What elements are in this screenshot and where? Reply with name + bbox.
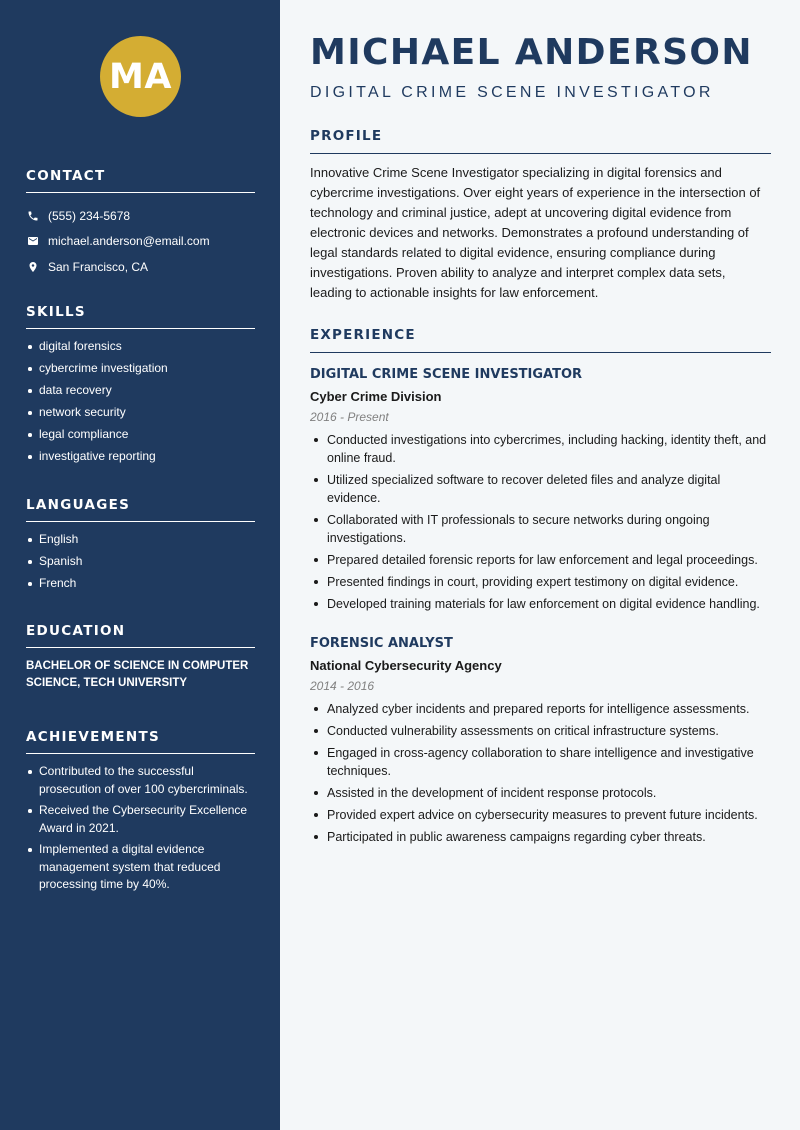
job-bullet: Assisted in the development of incident response protocols.: [310, 784, 771, 802]
achievement-item: Received the Cybersecurity Excellence Award in 2021.: [26, 802, 255, 837]
job-dates: 2016 - Present: [310, 410, 389, 424]
language-item: French: [26, 575, 255, 593]
job-bullet: Provided expert advice on cybersecurity measures to prevent future incidents.: [310, 806, 771, 824]
avatar-initials: MA: [109, 56, 172, 97]
job-bullet: Presented findings in court, providing expert testimony on digital evidence.: [310, 573, 771, 591]
job-title: DIGITAL CRIME SCENE INVESTIGATOR: [310, 367, 583, 382]
achievement-item: Implemented a digital evidence management system that reduced processing time by 40%.: [26, 841, 255, 894]
candidate-name: MICHAEL ANDERSON: [310, 32, 753, 73]
contact-section: [26, 168, 255, 280]
job-entry: [310, 366, 771, 617]
avatar: [100, 36, 181, 117]
job-bullet: Prepared detailed forensic reports for law enforcement and legal proceedings.: [310, 551, 771, 569]
skill-item: legal compliance: [26, 426, 255, 444]
phone-icon: [26, 209, 39, 222]
job-bullet: Developed training materials for law enforcement on digital evidence handling.: [310, 595, 771, 613]
job-bullet: Collaborated with IT professionals to secure networks during ongoing investigations.: [310, 511, 771, 547]
location-text: San Francisco, CA: [48, 259, 149, 274]
location-pin-icon: [26, 260, 39, 273]
job-bullet: Analyzed cyber incidents and prepared reports for intelligence assessments.: [310, 700, 771, 718]
phone-text: (555) 234-5678: [48, 208, 131, 223]
job-bullet: Engaged in cross-agency collaboration to share intelligence and investigative techniques.: [310, 744, 771, 780]
achievement-item: Contributed to the successful prosecution of over 100 cybercriminals.: [26, 763, 255, 798]
skill-item: data recovery: [26, 382, 255, 400]
experience-heading: EXPERIENCE: [310, 327, 771, 353]
job-bullets: [310, 700, 771, 846]
languages-section: [26, 497, 255, 597]
language-item: English: [26, 531, 255, 549]
education-degree: BACHELOR OF SCIENCE IN COMPUTER SCIENCE, TECH UNIVERSITY: [26, 660, 249, 689]
email-icon: [26, 235, 39, 248]
contact-heading: CONTACT: [26, 168, 255, 193]
skill-item: network security: [26, 404, 255, 422]
profile-text: Innovative Crime Scene Investigator specializing in digital forensics and cybercrime investigations. Over eight years of experience in the intersection of technology and criminal justice, adept at uncovering digital evidence from electronic devices and networks. Demonstrates a profound understanding of legal standards related to digital evidence, ensuring compliance during investigations. Proven ability to analyze and interpret complex data sets, leading to actionable insights for law enforcement.: [310, 165, 761, 300]
job-bullets: [310, 431, 771, 613]
skills-heading: SKILLS: [26, 304, 255, 329]
profile-heading: PROFILE: [310, 128, 771, 154]
skill-item: cybercrime investigation: [26, 360, 255, 378]
skills-list: [26, 338, 255, 466]
contact-list: [26, 203, 255, 280]
languages-heading: LANGUAGES: [26, 497, 255, 522]
job-bullet: Utilized specialized software to recover deleted files and analyze digital evidence.: [310, 471, 771, 507]
candidate-title: DIGITAL CRIME SCENE INVESTIGATOR: [310, 84, 714, 101]
skills-section: [26, 304, 255, 471]
education-section: [26, 623, 255, 692]
job-org: Cyber Crime Division: [310, 389, 442, 404]
skill-item: investigative reporting: [26, 448, 255, 466]
achievements-section: [26, 729, 255, 898]
achievements-list: [26, 763, 255, 894]
job-title: FORENSIC ANALYST: [310, 636, 453, 651]
skill-item: digital forensics: [26, 338, 255, 356]
contact-email[interactable]: [26, 229, 255, 255]
job-entry: [310, 635, 771, 850]
job-dates: 2014 - 2016: [310, 679, 375, 693]
language-item: Spanish: [26, 553, 255, 571]
job-bullet: Conducted vulnerability assessments on critical infrastructure systems.: [310, 722, 771, 740]
education-heading: EDUCATION: [26, 623, 255, 648]
contact-location: [26, 254, 255, 280]
achievements-heading: ACHIEVEMENTS: [26, 729, 255, 754]
contact-phone[interactable]: [26, 203, 255, 229]
job-org: National Cybersecurity Agency: [310, 658, 502, 673]
job-bullet: Participated in public awareness campaigns regarding cyber threats.: [310, 828, 771, 846]
sidebar: [0, 0, 280, 1130]
job-bullet: Conducted investigations into cybercrimes, including hacking, identity theft, and online fraud.: [310, 431, 771, 467]
languages-list: [26, 531, 255, 593]
email-text: michael.anderson@email.com: [48, 234, 210, 249]
